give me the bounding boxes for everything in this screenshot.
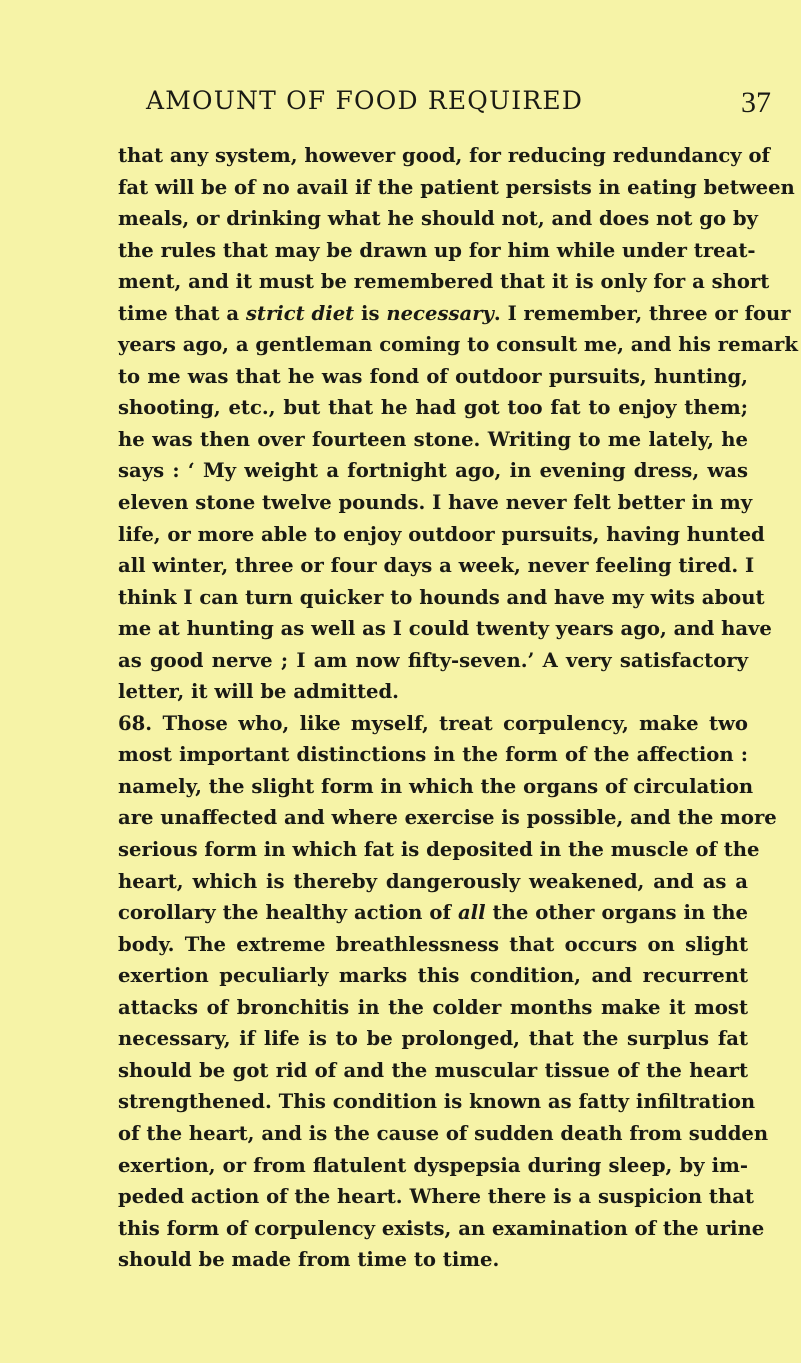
- text-line: that any system, however good, for reducing redundancy of: [118, 144, 770, 167]
- italic-phrase: necessary: [386, 301, 494, 325]
- text-line: ment, and it must be remembered that it is only for a short: [118, 270, 770, 294]
- text-line: namely, the slight form in which the organs of circulation: [118, 774, 754, 798]
- italic-phrase: strict diet: [245, 301, 355, 325]
- text-line: attacks of bronchitis in the colder months make it most: [118, 995, 748, 1019]
- text-line: he was then over fourteen stone. Writing to me lately, he: [118, 427, 748, 451]
- text-line: the rules that may be drawn up for him while under treat-: [118, 238, 756, 262]
- text-line: meals, or drinking what he should not, and does not go by: [118, 207, 758, 231]
- text-line: necessary, if life is to be prolonged, that the surplus fat: [118, 1027, 748, 1051]
- text-line: time that a strict diet is necessary. I remember, three or four: [118, 301, 791, 325]
- italic-phrase: all: [457, 901, 486, 925]
- text-line: serious form in which fat is deposited in the muscle of the: [118, 838, 760, 862]
- text-line: life, or more able to enjoy outdoor pursuits, having hunted: [118, 522, 765, 546]
- text-line: shooting, etc., but that he had got too fat to enjoy them;: [118, 396, 748, 420]
- text-line: exertion, or from flatulent dyspepsia during sleep, by im-: [118, 1153, 748, 1177]
- text-line: most important distinctions in the form of the affection :: [118, 743, 748, 767]
- text-line: to me was that he was fond of outdoor pursuits, hunting,: [118, 364, 748, 388]
- text-line: this form of corpulency exists, an examination of the urine: [118, 1216, 765, 1240]
- text-line: peded action of the heart. Where there is a suspicion that: [118, 1185, 754, 1209]
- text-line: fat will be of no avail if the patient persists in eating between: [118, 175, 795, 199]
- text-line: eleven stone twelve pounds. I have never felt better in my: [118, 491, 753, 515]
- text-line: should be got rid of and the muscular tissue of the heart: [118, 1058, 748, 1082]
- text-line: are unaffected and where exercise is possible, and the more: [118, 806, 777, 830]
- text-line: letter, it will be admitted.: [118, 680, 399, 704]
- text-line: exertion peculiarly marks this condition, and recurrent: [118, 964, 748, 988]
- text-line: all winter, three or four days a week, never feeling tired. I: [118, 554, 755, 578]
- text-line: strengthened. This condition is known as fatty infiltration: [118, 1090, 756, 1114]
- text-line: me at hunting as well as I could twenty years ago, and have: [118, 617, 772, 641]
- body-text: [118, 140, 798, 1276]
- page-header: [0, 86, 801, 126]
- text-line: should be made from time to time.: [118, 1248, 500, 1272]
- text-line: heart, which is thereby dangerously weakened, and as a: [118, 869, 748, 893]
- paragraph-68-start: 68. Those who, like myself, treat corpulency, make two: [118, 711, 748, 735]
- text-line: body. The extreme breathlessness that occurs on slight: [118, 932, 748, 956]
- text-line: think I can turn quicker to hounds and have my wits about: [118, 585, 765, 609]
- text-line: corollary the healthy action of all the other organs in the: [118, 901, 748, 925]
- text-line: years ago, a gentleman coming to consult me, and his remark: [118, 333, 798, 357]
- text-line: as good nerve ; I am now fifty-seven.’ A very satisfactory: [118, 648, 748, 672]
- running-head: AMOUNT OF FOOD REQUIRED: [146, 86, 584, 115]
- text-line: says : ‘ My weight a fortnight ago, in evening dress, was: [118, 459, 748, 483]
- text-line: of the heart, and is the cause of sudden death from sudden: [118, 1121, 769, 1145]
- page-number: 37: [741, 86, 771, 119]
